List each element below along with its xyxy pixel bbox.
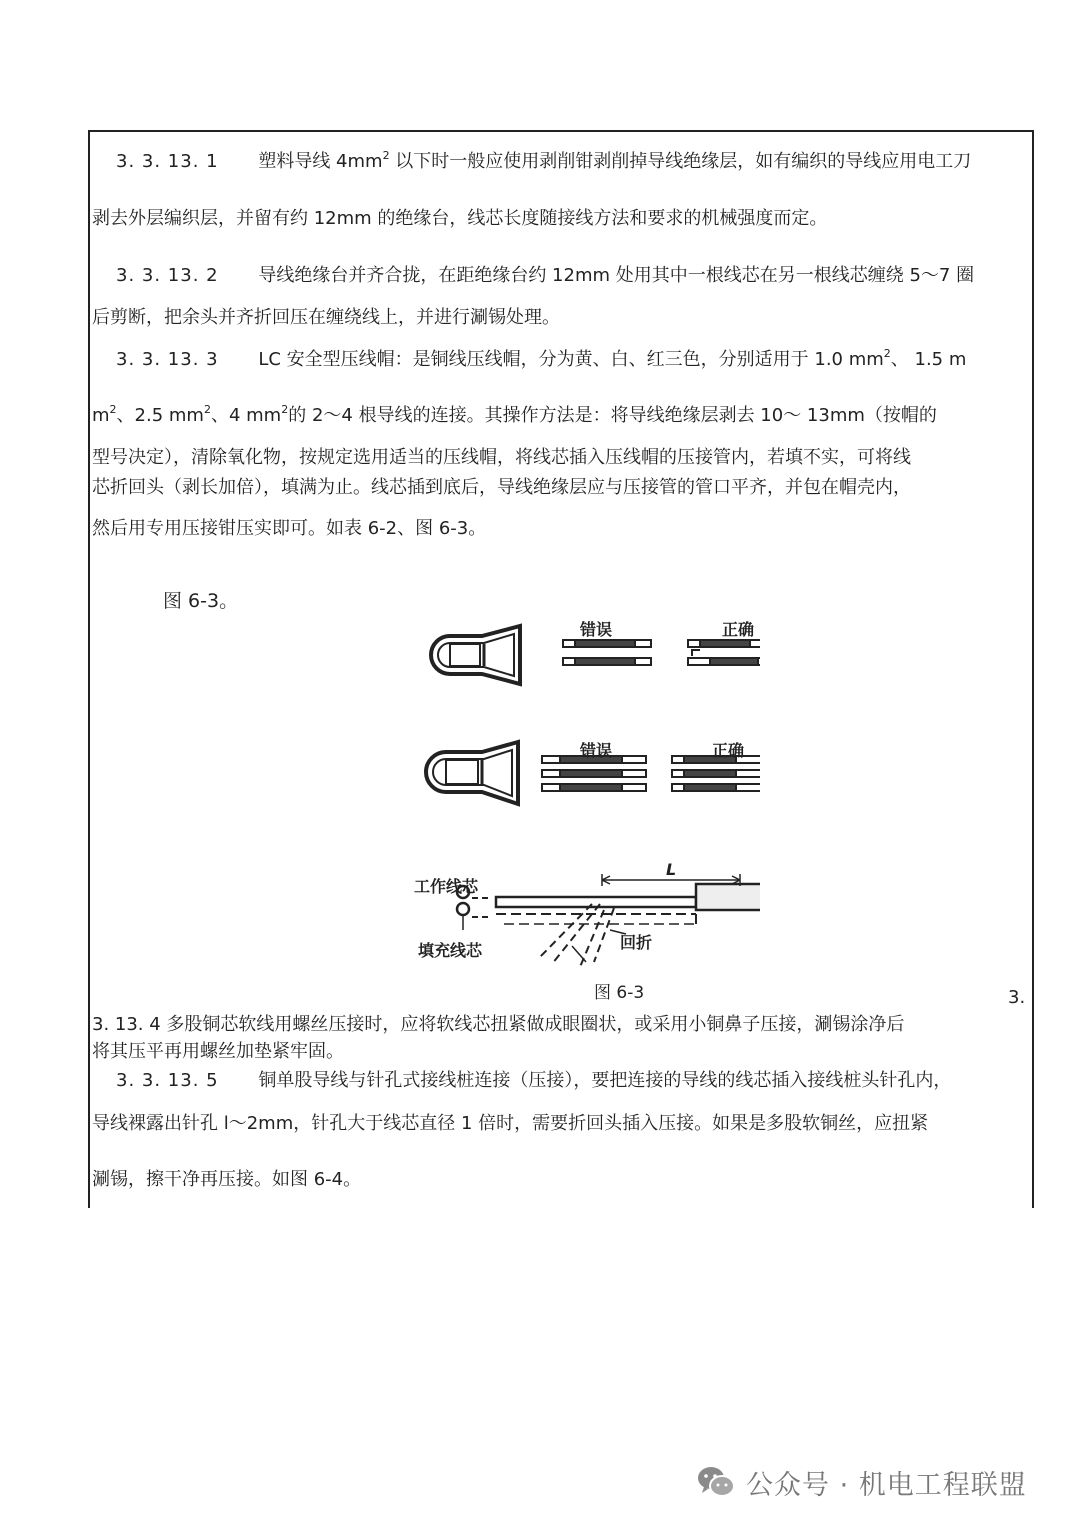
section-number: 3. 3. 13. 5 xyxy=(116,1070,219,1091)
section-number: 3. 3. 13. 3 xyxy=(116,349,219,370)
figure-label: 图 6-3。 xyxy=(163,590,239,612)
right-wires-middle xyxy=(672,756,760,791)
wrong-wires-top xyxy=(563,640,651,665)
superscript: 2 xyxy=(109,403,117,416)
paragraph-3-3-13-5-line-3: 涮锡，擦干净再压接。如图 6-4。 xyxy=(92,1169,362,1190)
superscript: 2 xyxy=(281,403,289,416)
watermark-text: 公众号 · 机电工程联盟 xyxy=(746,1469,1027,1501)
paragraph-3-3-13-4-line-2: 将其压平再用螺丝加垫紧牢固。 xyxy=(92,1041,344,1062)
paragraph-3-3-13-5-line-2: 导线裸露出针孔 l～2mm，针孔大于线芯直径 1 倍时，需要折回头插入压接。如果是多股软铜丝，应扭紧 xyxy=(92,1113,929,1134)
paragraph-3-3-13-3-line-5: 然后用专用压接钳压实即可。如表 6-2、图 6-3。 xyxy=(92,518,487,539)
paragraph-3-3-13-3-line-1 xyxy=(116,349,966,371)
label-length-l: L xyxy=(666,860,677,879)
text: 、 1.5 m xyxy=(890,349,967,370)
text: LC 安全型压线帽：是铜线压线帽，分为黄、白、红三色，分别适用于 1.0 mm xyxy=(258,349,884,370)
text: m xyxy=(92,405,110,426)
fold-back-detail xyxy=(457,874,760,967)
label-wrong-2: 错误 xyxy=(580,741,613,760)
text: 导线绝缘台并齐合拢，在距绝缘台约 12mm 处用其中一根线芯在另一根线芯缠绕 5～7 圈 xyxy=(258,265,975,286)
paragraph-3-3-13-4-line-1: 3. 13. 4 多股铜芯软线用螺丝压接时，应将软线芯扭紧做成眼圈状，或采用小铜鼻子压接，涮锡涂净后 xyxy=(92,1014,905,1035)
label-right-2: 正确 xyxy=(712,741,745,760)
label-filler-core: 填充线芯 xyxy=(418,941,483,960)
label-wrong-1: 错误 xyxy=(580,620,613,639)
figure-6-3 xyxy=(400,612,760,1002)
right-wires-top xyxy=(688,640,760,665)
wechat-icon xyxy=(696,1465,736,1499)
text: 、2.5 mm xyxy=(116,405,204,426)
text: 以下时一般应使用剥削钳剥削掉导线绝缘层，如有编织的导线应用电工刀 xyxy=(389,151,972,172)
paragraph-3-3-13-2-line-1 xyxy=(116,265,974,287)
section-number: 3. 3. 13. 2 xyxy=(116,265,219,286)
superscript: 2 xyxy=(883,347,891,360)
superscript: 2 xyxy=(203,403,211,416)
paragraph-3-3-13-3-line-4: 芯折回头（剥长加倍），填满为止。线芯插到底后，导线绝缘层应与压接管的管口平齐，并包在帽壳内， xyxy=(92,477,911,498)
paragraph-3-3-13-1-line-1 xyxy=(116,151,971,173)
wrong-wires-middle xyxy=(542,756,646,791)
section-number: 3. 3. 13. 1 xyxy=(116,151,219,172)
label-fold-back: 回折 xyxy=(620,933,653,952)
text: 的 2～4 根导线的连接。其操作方法是：将导线绝缘层剥去 10～ 13mm（按帽的 xyxy=(288,405,937,426)
text: 铜单股导线与针孔式接线桩连接（压接），要把连接的导线的线芯插入接线桩头针孔内， xyxy=(258,1070,952,1091)
superscript: 2 xyxy=(382,149,390,162)
paragraph-3-3-13-4-prefix: 3. xyxy=(1008,987,1026,1008)
paragraph-3-3-13-2-line-2: 后剪断，把余头并齐折回压在缠绕线上，并进行涮锡处理。 xyxy=(92,307,560,328)
paragraph-3-3-13-5-line-1 xyxy=(116,1070,951,1092)
text: 、4 mm xyxy=(210,405,282,426)
wire-cap-top xyxy=(431,626,520,684)
paragraph-3-3-13-1-line-2: 剥去外层编织层，并留有约 12mm 的绝缘台，线芯长度随接线方法和要求的机械强度而定。 xyxy=(92,208,828,229)
text: 塑料导线 4mm xyxy=(258,151,383,172)
wire-cap-middle xyxy=(426,742,518,804)
label-right-1: 正确 xyxy=(722,620,755,639)
label-working-core: 工作线芯 xyxy=(414,877,479,896)
paragraph-3-3-13-3-line-3: 型号决定），清除氧化物，按规定选用适当的压线帽，将线芯插入压线帽的压接管内，若填不实，可将线 xyxy=(92,447,911,468)
figure-caption: 图 6-3 xyxy=(594,983,645,1003)
paragraph-3-3-13-3-line-2 xyxy=(92,405,937,427)
watermark xyxy=(696,1462,1027,1502)
